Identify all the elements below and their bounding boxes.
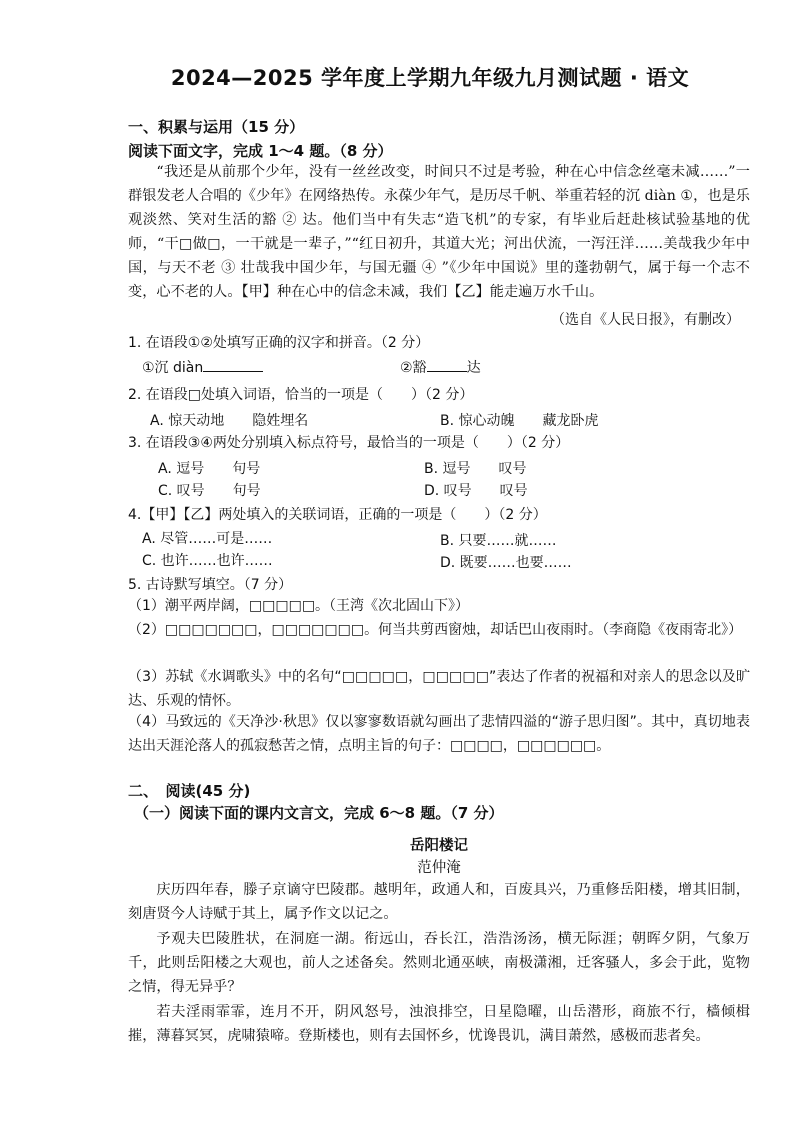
classical-paragraph-1: 庆历四年春，滕子京谪守巴陵郡。越明年，政通人和，百废具兴，乃重修岳阳楼，增其旧制，刻唐贤今人诗赋于其上，属予作文以记之。 [128, 882, 750, 922]
question-2-option-b[interactable]: B. 惊心动魄 藏龙卧虎 [440, 413, 599, 429]
question-1-blank-a: ①沉 diàn [142, 357, 263, 377]
classical-paragraph-2: 予观夫巴陵胜状，在洞庭一湖。衔远山，吞长江，浩浩汤汤，横无际涯；朝晖夕阴，气象万千，此则岳阳楼之大观也，前人之述备矣。然则北通巫峡，南极潇湘，迁客骚人，多会于此，览物之情，得无异乎？ [128, 931, 750, 995]
question-4-option-b[interactable]: B. 只要……就…… [440, 533, 557, 549]
question-3-option-d[interactable]: D. 叹号 叹号 [424, 483, 528, 499]
section-2-heading: 二、 阅读(45 分) [128, 782, 251, 800]
question-2: 2. 在语段□处填入词语，恰当的一项是（ ）（2 分） [128, 387, 474, 403]
question-5-part-4: （4）马致远的《天净沙·秋思》仅以寥寥数语就勾画出了悲情四溢的“游子思归图”。其中，真切地表达出天涯沦落人的孤寂愁苦之情，点明主旨的句子：□□□□，□□□□□□。 [128, 714, 750, 754]
question-4-option-d[interactable]: D. 既要……也要…… [440, 555, 572, 571]
question-2-option-a[interactable]: A. 惊天动地 隐姓埋名 [150, 413, 309, 429]
reading-passage: “我还是从前那个少年，没有一丝丝改变，时间只不过是考验，种在心中信念丝毫未减……”一群银发老人合唱的《少年》在网络热传。永葆少年气，是历尽千帆、举重若轻的沉 diàn ①，也是乐观淡然、笑对生活的豁 ② 达。他们当中有失志“造飞机”的专家，有毕业后赶赴核试验基地的优师，“干□做□，一干就是一辈子，”“红日初升，其道大光；河出伏流，一泻汪洋……美哉我少年中国，与天不老 ③ 壮哉我中国少年，与国无疆 ④ ”《少年中国说》里的蓬勃朝气，属于每一个志不变，心不老的人。【甲】种在心中的信念未减，我们【乙】能走遍万水千山。 [128, 164, 750, 300]
answer-blank[interactable] [427, 357, 467, 372]
question-3-option-b[interactable]: B. 逗号 叹号 [424, 461, 527, 477]
question-4: 4.【甲】【乙】两处填入的关联词语，正确的一项是（ ）（2 分） [128, 507, 547, 523]
passage-source: （选自《人民日报》，有删改） [551, 312, 740, 328]
section-1-instruction: 阅读下面文字，完成 1～4 题。（8 分） [128, 142, 393, 160]
question-3-option-c[interactable]: C. 叹号 句号 [158, 483, 261, 499]
question-4-option-c[interactable]: C. 也许……也许…… [142, 553, 273, 569]
question-1: 1. 在语段①②处填写正确的汉字和拼音。（2 分） [128, 335, 430, 351]
text-title: 岳阳楼记 [410, 838, 468, 854]
question-5-part-3: （3）苏轼《水调歌头》中的名句“□□□□□，□□□□□”表达了作者的祝福和对亲人的思念以及旷达、乐观的情怀。 [128, 669, 750, 709]
text-author: 范仲淹 [417, 860, 461, 876]
section-1-heading: 一、积累与运用（15 分） [128, 118, 305, 136]
section-2-subheading: （一）阅读下面的课内文言文，完成 6～8 题。（7 分） [134, 804, 504, 822]
classical-paragraph-3: 若夫淫雨霏霏，连月不开，阴风怒号，浊浪排空，日星隐曜，山岳潜形，商旅不行，樯倾楫摧，薄暮冥冥，虎啸猿啼。登斯楼也，则有去国怀乡，忧谗畏讥，满目萧然，感极而悲者矣。 [128, 1004, 750, 1044]
question-3-option-a[interactable]: A. 逗号 句号 [158, 461, 261, 477]
question-1-blank-b: ②豁 达 [400, 357, 481, 377]
answer-blank[interactable] [203, 357, 263, 372]
question-5: 5. 古诗默写填空。（7 分） [128, 577, 293, 593]
question-4-option-a[interactable]: A. 尽管……可是…… [142, 531, 273, 547]
question-5-part-1: （1）潮平两岸阔，□□□□□。（王湾《次北固山下》） [128, 598, 470, 614]
page-title: 2024—2025 学年度上学期九年级九月测试题 · 语文 [170, 66, 690, 90]
question-5-part-2: （2）□□□□□□□，□□□□□□□。何当共剪西窗烛，却话巴山夜雨时。（李商隐《夜雨寄北》） [128, 622, 743, 638]
question-3: 3. 在语段③④两处分别填入标点符号，最恰当的一项是（ ）（2 分） [128, 435, 570, 451]
